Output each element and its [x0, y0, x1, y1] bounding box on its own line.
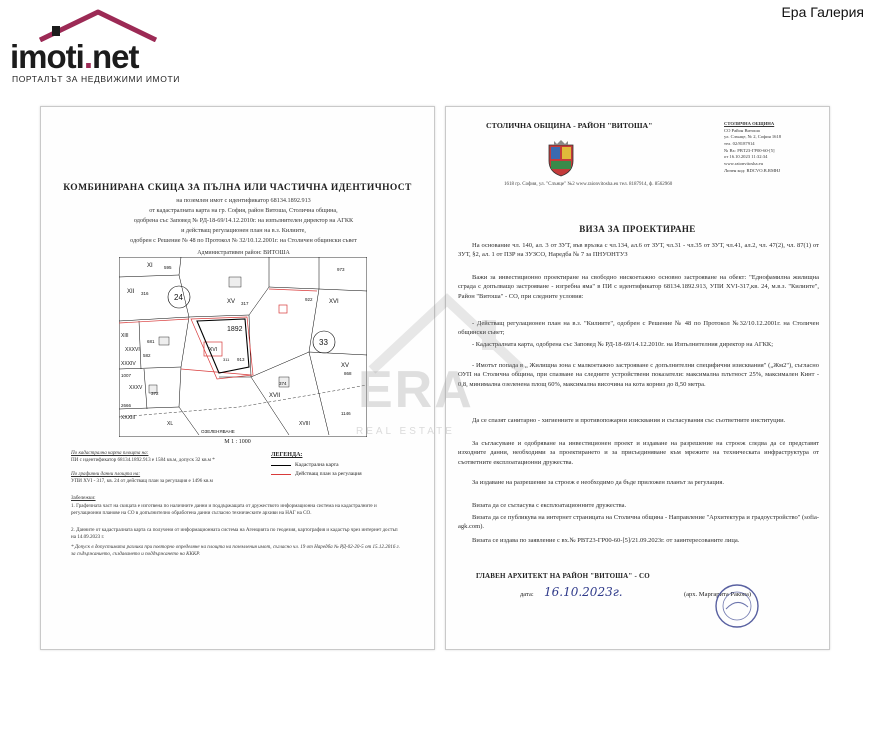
map-label: 374: [279, 381, 287, 386]
map-label: XVIII: [299, 421, 310, 427]
map-label: 316: [141, 291, 149, 296]
visa-paragraph: Визата да се съгласува с експлоатационните дружества.: [472, 502, 627, 509]
visa-paragraph: Визата да се публикува на интернет страницата на Столична община - Направление "Архитектура и градоустройство" (sofia-agk.com).: [458, 514, 819, 531]
notes-heading: Забележки:: [71, 495, 96, 501]
visa-paragraph: За издаване на разрешение за строеж е необходимо да бъде приложен планът за регулация.: [472, 479, 724, 486]
map-label: 24: [174, 293, 183, 302]
map-region-label: Административен район: ВИТОША: [197, 250, 290, 256]
map-label: 33: [319, 338, 328, 347]
visa-paragraph: - Имотът попада в „ Жилищна зона с малкоетажно застрояване с допълнителни специфични изисквания" („Жм2"), съгласно ОУП на Столична община, при спазване на следните устройствени показатели: максимална плътност 25%, максимален Кинт - 0,8, минимална озеленена площ 60%, максимална височина на кота корниз до 8,50 метра.: [458, 362, 819, 388]
notes-heading: По кадастрална карта площта на:: [71, 450, 149, 456]
map-label: XXXVI: [125, 347, 140, 353]
notes-text: УПИ XVI - 317, кв. 24 от действащ план за регулация е 1496 кв.м: [71, 478, 213, 484]
sketch-subtitle-line: и действащ регулационен план на в.з. Килиите,: [181, 227, 306, 234]
legend-item: Действащ план за регулация: [271, 471, 362, 477]
map-label: 913: [237, 357, 245, 362]
map-label: XIII: [121, 333, 129, 339]
watermark-text: ERA: [358, 361, 474, 419]
legend-title: ЛЕГЕНДА:: [271, 452, 303, 458]
notes-text: * Допуск в допустимата разлика при повторно определяне на площта на поземления имот, съгласно чл. 19 от Наредба № РД-02-20-5 от 15.12.2016 г. за съдържанието, създаването и поддържането на КККР.: [71, 544, 400, 557]
visa-paragraph: - Кадастралната карта, одобрена със Заповед № РД-18-69/14.12.2010г. на Изпълнителния директор на АГКК;: [472, 341, 774, 348]
map-label: XV: [227, 299, 236, 305]
sketch-subtitle-line: одобрен с Решение № 48 по Протокол № 32/10.12.2001г. на Столичен общински съвет: [130, 237, 357, 244]
map-label: 868: [344, 371, 352, 376]
map-scale: М 1 : 1000: [224, 439, 251, 445]
agency-name: Ера Галерия: [781, 4, 864, 20]
map-label: XI: [147, 263, 153, 269]
map-label: XVII: [269, 393, 281, 399]
cadastral-map: [119, 257, 367, 437]
visa-paragraph: За съгласуване и одобряване на инвестиционен проект и издаване на разрешение на строеж следва да се представят изходните данни, необходими за проектирането и за присъединяване към мрежите на техническата инфраструктура от съответните експлоатационни дружества.: [458, 440, 819, 466]
map-label: XV: [341, 363, 350, 369]
notes-text: 2. Данните от кадастралната карта са получени от информационната система на Агенцията по геодезия, картография и кадастър чрез интернет достъп на 14.09.2023 г.: [71, 527, 398, 540]
legend-swatch: [271, 465, 291, 466]
map-label: XXXIII: [121, 415, 136, 421]
map-label: 681: [147, 339, 155, 344]
map-label: XXXV: [129, 385, 143, 391]
visa-paragraph: Да се спазят санитарно - хигиенните и противопожарни изисквания и съгласувания със съответните институции.: [472, 417, 786, 424]
notes-text: 1. Графичната част на скицата е изготвена по наличните данни и поддържащата от дружеството информационна система на кадастралните и регулационни планове на СО в допълнително обработена данни съгласно техническите архиви на НАГ на СО.: [71, 503, 377, 516]
map-label: 922: [305, 297, 313, 302]
map-label: XL: [167, 421, 174, 427]
map-label: 582: [143, 353, 151, 358]
notes-text: ПИ с идентификатор 68134.1892.913 е 1584 кв.м, допуск 32 кв.м *: [71, 457, 215, 463]
official-round-stamp: [714, 583, 760, 629]
legend-swatch: [271, 474, 291, 475]
map-label: 317: [241, 301, 249, 306]
map-label: 1892: [227, 326, 243, 333]
visa-paragraph: - Действащ регулационен план на в.з. "Килиите", одобрен с Решение № 48 по Протокол №32/10.12.2001г. на Столичен общински съвет;: [458, 320, 819, 337]
sketch-subtitle-line: на поземлен имот с идентификатор 68134.1892.913: [176, 197, 311, 204]
sketch-subtitle-line: одобрена със Заповед № РД-18-69/14.12.2010г. на изпълнителен директор на АГКК: [133, 217, 354, 224]
handwritten-date: 16.10.2023г.: [544, 585, 623, 599]
map-label: ОЗЕЛЕНЯВАНЕ: [201, 429, 235, 434]
map-label: XVI: [209, 347, 218, 353]
date-label: дата:: [520, 591, 534, 598]
map-label: XVI: [329, 299, 339, 305]
logo-tagline: ПОРТАЛЪТ ЗА НЕДВИЖИМИ ИМОТИ: [12, 74, 180, 84]
map-label: 372: [151, 391, 159, 396]
logo-wordmark: imoti.net: [10, 38, 139, 75]
sketch-title: КОМБИНИРАНА СКИЦА ЗА ПЪЛНА ИЛИ ЧАСТИЧНА ИДЕНТИЧНОСТ: [63, 183, 412, 193]
notes-heading: По графични данни площта на:: [71, 471, 141, 477]
map-label: 1007: [121, 373, 132, 378]
watermark-subtext: REAL ESTATE: [356, 426, 455, 437]
visa-title: ВИЗА ЗА ПРОЕКТИРАНЕ: [579, 224, 696, 234]
visa-paragraph: Важи за инвестиционно проектиране на свободно нискоетажно основно застрояване на обект: "Еднофамилна жилищна сграда с допълващо застрояване - изгребна яма" в ПИ с идентификатор 68134.1892.913, УПИ XVI-317,кв. 24, м.в.з. "Килиите", Район "Витоша" - СО, при следните условия:: [458, 274, 819, 300]
map-label: 595: [164, 265, 172, 270]
map-label: 973: [337, 267, 345, 272]
map-label: 311: [223, 357, 230, 362]
signatory-title: ГЛАВЕН АРХИТЕКТ НА РАЙОН "ВИТОША" - СО: [476, 572, 650, 580]
imoti-logo[interactable]: [8, 8, 178, 88]
map-label: 1146: [341, 411, 351, 416]
map-label: 2666: [121, 403, 132, 408]
house-roof-icon: [38, 8, 158, 42]
sketch-subtitle-line: от кадастралната карта на гр. София, район Витоша, Столична община,: [149, 207, 338, 214]
registration-stamp: СТОЛИЧНА ОБЩИНА СО Район Витоша ул. Слънце, № 2, София 1618 тел. 02/8187914 № Вх: РВТ23-ГР00-60-[5] от 16.10.2023 11:32:34 www.raionvitosha.eu Личен код: RDCVO.B.RMHJ: [724, 121, 782, 173]
visa-paragraph: Визата се издава по заявление с вх.№ РВТ23-ГР00-60-[5]/21.09.2023г. от заинтересованите лица.: [472, 537, 740, 544]
sofia-crest-icon: [546, 139, 576, 177]
map-label: XXXIV: [121, 361, 136, 367]
municipality-heading: СТОЛИЧНА ОБЩИНА - РАЙОН "ВИТОША": [486, 121, 653, 130]
architect-name: (арх. Маргарита Ракова): [684, 591, 752, 598]
municipality-address: 1618 гр. София, ул. "Слънце" №2 www.raionvitosha.eu тел. 8187914, ф. 8562960: [504, 182, 673, 187]
visa-paragraph: На основание чл. 140, ал. 3 от ЗУТ, във връзка с чл.134, ал.6 от ЗУТ, чл.31 - чл.35 от ЗУТ, чл.41, ал.2, чл. 47(2), чл. 87(1) от ЗУТ, §2, ал. 1 от ПЗР на ЗУЗСО, Наредба № 7 за ПНУОНТУЗ: [458, 242, 819, 259]
map-label: XII: [127, 289, 135, 295]
legend-item: Кадастрална карта: [271, 462, 339, 468]
